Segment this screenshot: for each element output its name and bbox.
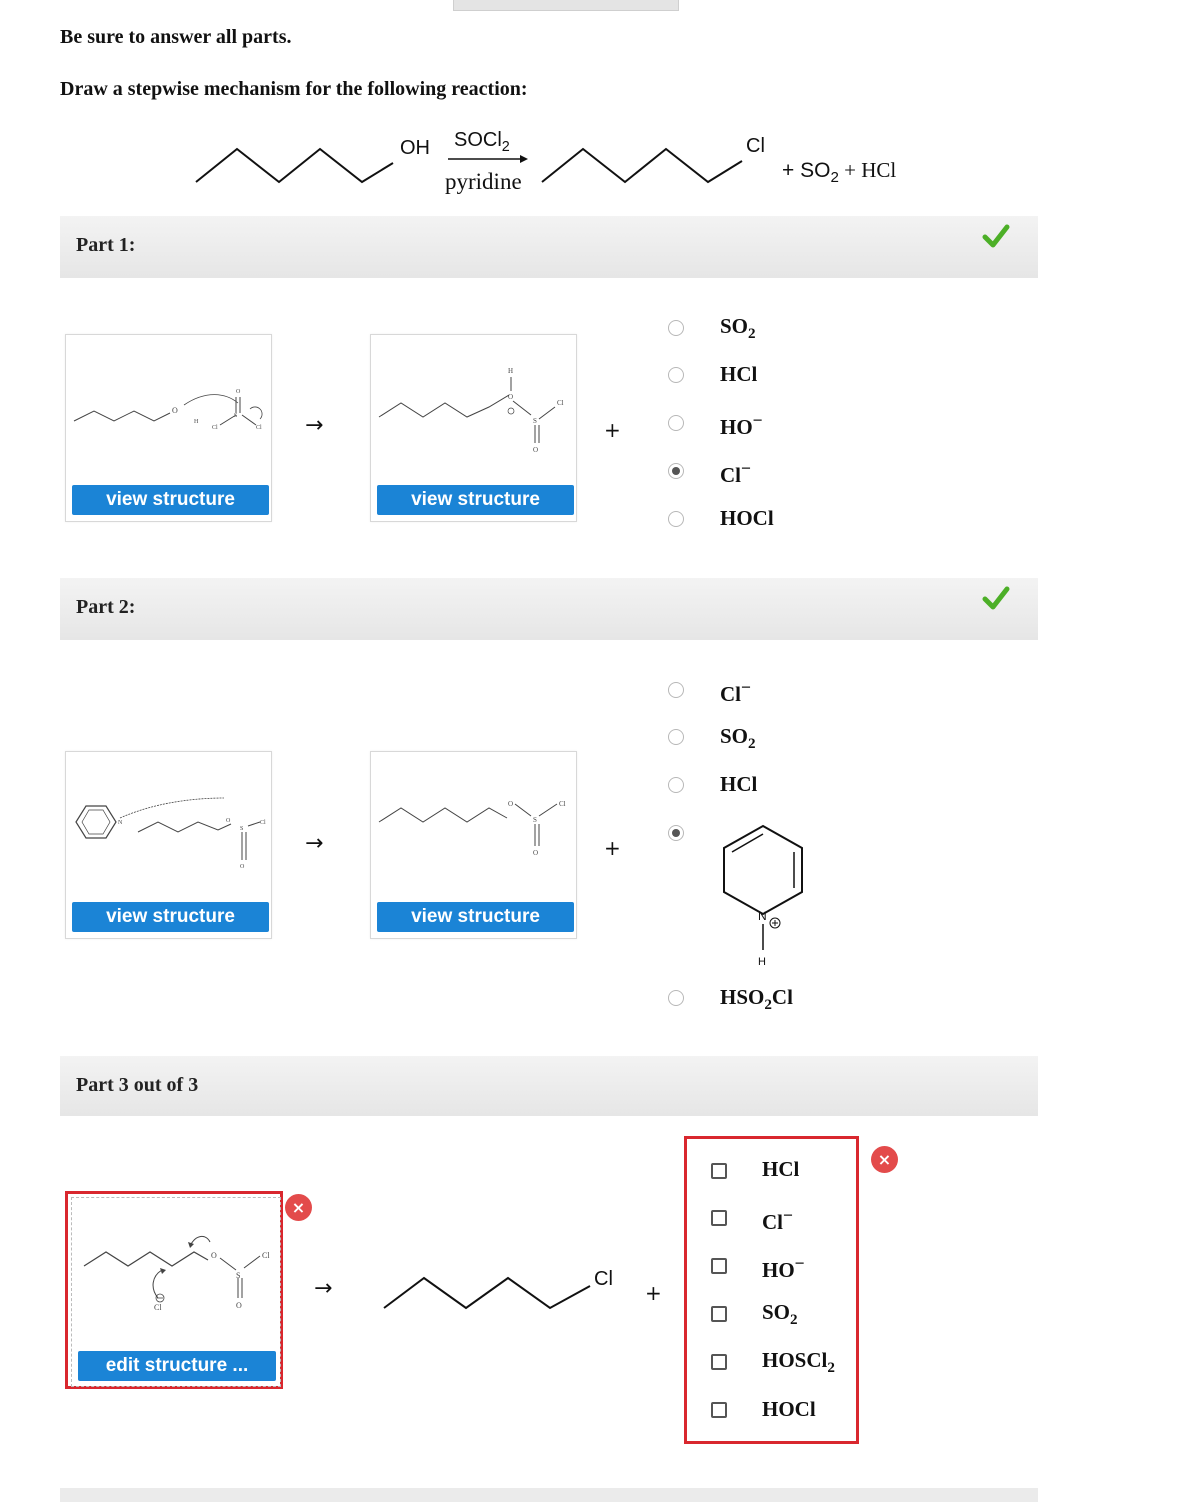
svg-text:N: N [758, 909, 767, 923]
part-2-options [668, 672, 868, 1022]
radio-button-selected[interactable] [668, 463, 684, 479]
view-structure-button[interactable]: view structure [72, 485, 269, 515]
svg-text:S: S [236, 1271, 241, 1280]
option-label: HCl [720, 362, 758, 386]
part-2-left-structure-drawing [66, 752, 271, 897]
solvent-label: pyridine [445, 169, 522, 194]
view-structure-button[interactable]: view structure [72, 902, 269, 932]
byproducts-label: + $SO_2$ + HCl [782, 158, 897, 187]
x-icon: × [871, 1146, 898, 1173]
part-2-title: Part 2: [76, 596, 136, 618]
radio-button[interactable] [668, 415, 684, 431]
edit-structure-button[interactable]: edit structure ... [78, 1351, 276, 1381]
svg-text:S: S [533, 417, 537, 425]
checkbox[interactable] [711, 1402, 727, 1418]
part-3-arrow: → [314, 1276, 333, 1301]
svg-text:Cl: Cl [260, 820, 266, 826]
part-3-options-error-box [684, 1136, 859, 1444]
part-3-structure-card [71, 1197, 281, 1387]
radio-button[interactable] [668, 320, 684, 336]
option-label: $SO_2$ [762, 1300, 798, 1329]
part-1-options [668, 308, 868, 548]
option-label: $SO_2$ [720, 314, 756, 343]
svg-text:O: O [211, 1251, 217, 1260]
part-1-title: Part 1: [76, 234, 136, 256]
svg-text:O: O [508, 393, 514, 401]
part-1-left-structure-drawing [66, 335, 271, 480]
svg-text:O: O [240, 864, 245, 870]
radio-button-selected[interactable] [668, 825, 684, 841]
svg-text:Cl: Cl [256, 425, 262, 431]
x-icon: × [285, 1194, 312, 1221]
option-label: $SO_2$ [720, 724, 756, 753]
checkbox[interactable] [711, 1210, 727, 1226]
view-structure-button[interactable]: view structure [377, 485, 574, 515]
top-tab [453, 0, 679, 11]
part-1-plus: + [604, 418, 621, 442]
svg-text:Cl: Cl [557, 399, 564, 407]
reagent-label: SOCl$_2$ [454, 129, 510, 155]
part-3-product-cl-label: Cl [594, 1268, 613, 1290]
svg-text:Cl: Cl [154, 1303, 162, 1312]
svg-text:H: H [758, 956, 766, 968]
part-1-header [60, 216, 1038, 278]
pyridinium-structure [718, 820, 818, 968]
option-label: HO− [720, 410, 763, 439]
check-icon [982, 586, 1010, 610]
option-label: HOCl [762, 1397, 816, 1421]
part-3-plus: + [645, 1281, 662, 1305]
option-label: Cl− [762, 1205, 793, 1234]
svg-text:O: O [508, 800, 514, 808]
radio-button[interactable] [668, 729, 684, 745]
radio-button[interactable] [668, 367, 684, 383]
check-icon [982, 224, 1010, 248]
checkbox[interactable] [711, 1306, 727, 1322]
option-label: HOSCl$_2$ [762, 1348, 835, 1377]
checkbox[interactable] [711, 1258, 727, 1274]
svg-text:O: O [236, 1301, 242, 1310]
option-label: Cl− [720, 458, 751, 487]
part-2-header [60, 578, 1038, 640]
option-label: $HSO_2Cl$ [720, 985, 793, 1014]
svg-text:Cl: Cl [262, 1251, 270, 1260]
instruction-line-1: Be sure to answer all parts. [60, 26, 292, 48]
part-2-left-structure-card [65, 751, 272, 939]
part-2-plus: + [604, 836, 621, 860]
overall-reaction [190, 125, 930, 205]
part-3-structure-drawing [72, 1198, 280, 1348]
radio-button[interactable] [668, 682, 684, 698]
part-1-left-structure-card [65, 334, 272, 522]
part-3-header [60, 1056, 1038, 1116]
part-2-arrow: → [305, 831, 324, 856]
option-label: HO− [762, 1253, 805, 1282]
radio-button[interactable] [668, 777, 684, 793]
svg-text:H: H [194, 419, 199, 425]
view-structure-button[interactable]: view structure [377, 902, 574, 932]
svg-text:N: N [118, 820, 123, 826]
svg-text:S: S [234, 413, 238, 419]
svg-text:O: O [172, 406, 178, 415]
option-label: Cl− [720, 677, 751, 706]
part-1-right-structure-card [370, 334, 577, 522]
option-label: HOCl [720, 506, 774, 530]
svg-text:Cl: Cl [559, 800, 566, 808]
svg-text:O: O [226, 818, 231, 824]
part-2-right-structure-card [370, 751, 577, 939]
svg-text:S: S [533, 816, 537, 824]
checkbox[interactable] [711, 1163, 727, 1179]
checkbox[interactable] [711, 1354, 727, 1370]
part-3-title: Part 3 out of 3 [76, 1074, 199, 1096]
radio-button[interactable] [668, 511, 684, 527]
part-1-arrow: → [305, 413, 324, 438]
part-1-right-structure-drawing [371, 335, 576, 480]
next-section-bar [60, 1488, 1038, 1502]
product-cl-label: Cl [746, 135, 765, 157]
reactant-oh-label: OH [400, 137, 430, 159]
svg-text:O: O [533, 849, 539, 857]
instruction-line-2: Draw a stepwise mechanism for the following reaction: [60, 78, 528, 100]
part-2-right-structure-drawing [371, 752, 576, 897]
radio-button[interactable] [668, 990, 684, 1006]
option-label: HCl [762, 1157, 800, 1181]
part-3-structure-error-box [65, 1191, 283, 1389]
option-label: HCl [720, 772, 758, 796]
svg-text:O: O [533, 446, 539, 454]
svg-text:H: H [508, 367, 514, 375]
svg-text:O: O [236, 389, 241, 395]
svg-text:S: S [240, 826, 244, 832]
svg-text:Cl: Cl [212, 425, 218, 431]
